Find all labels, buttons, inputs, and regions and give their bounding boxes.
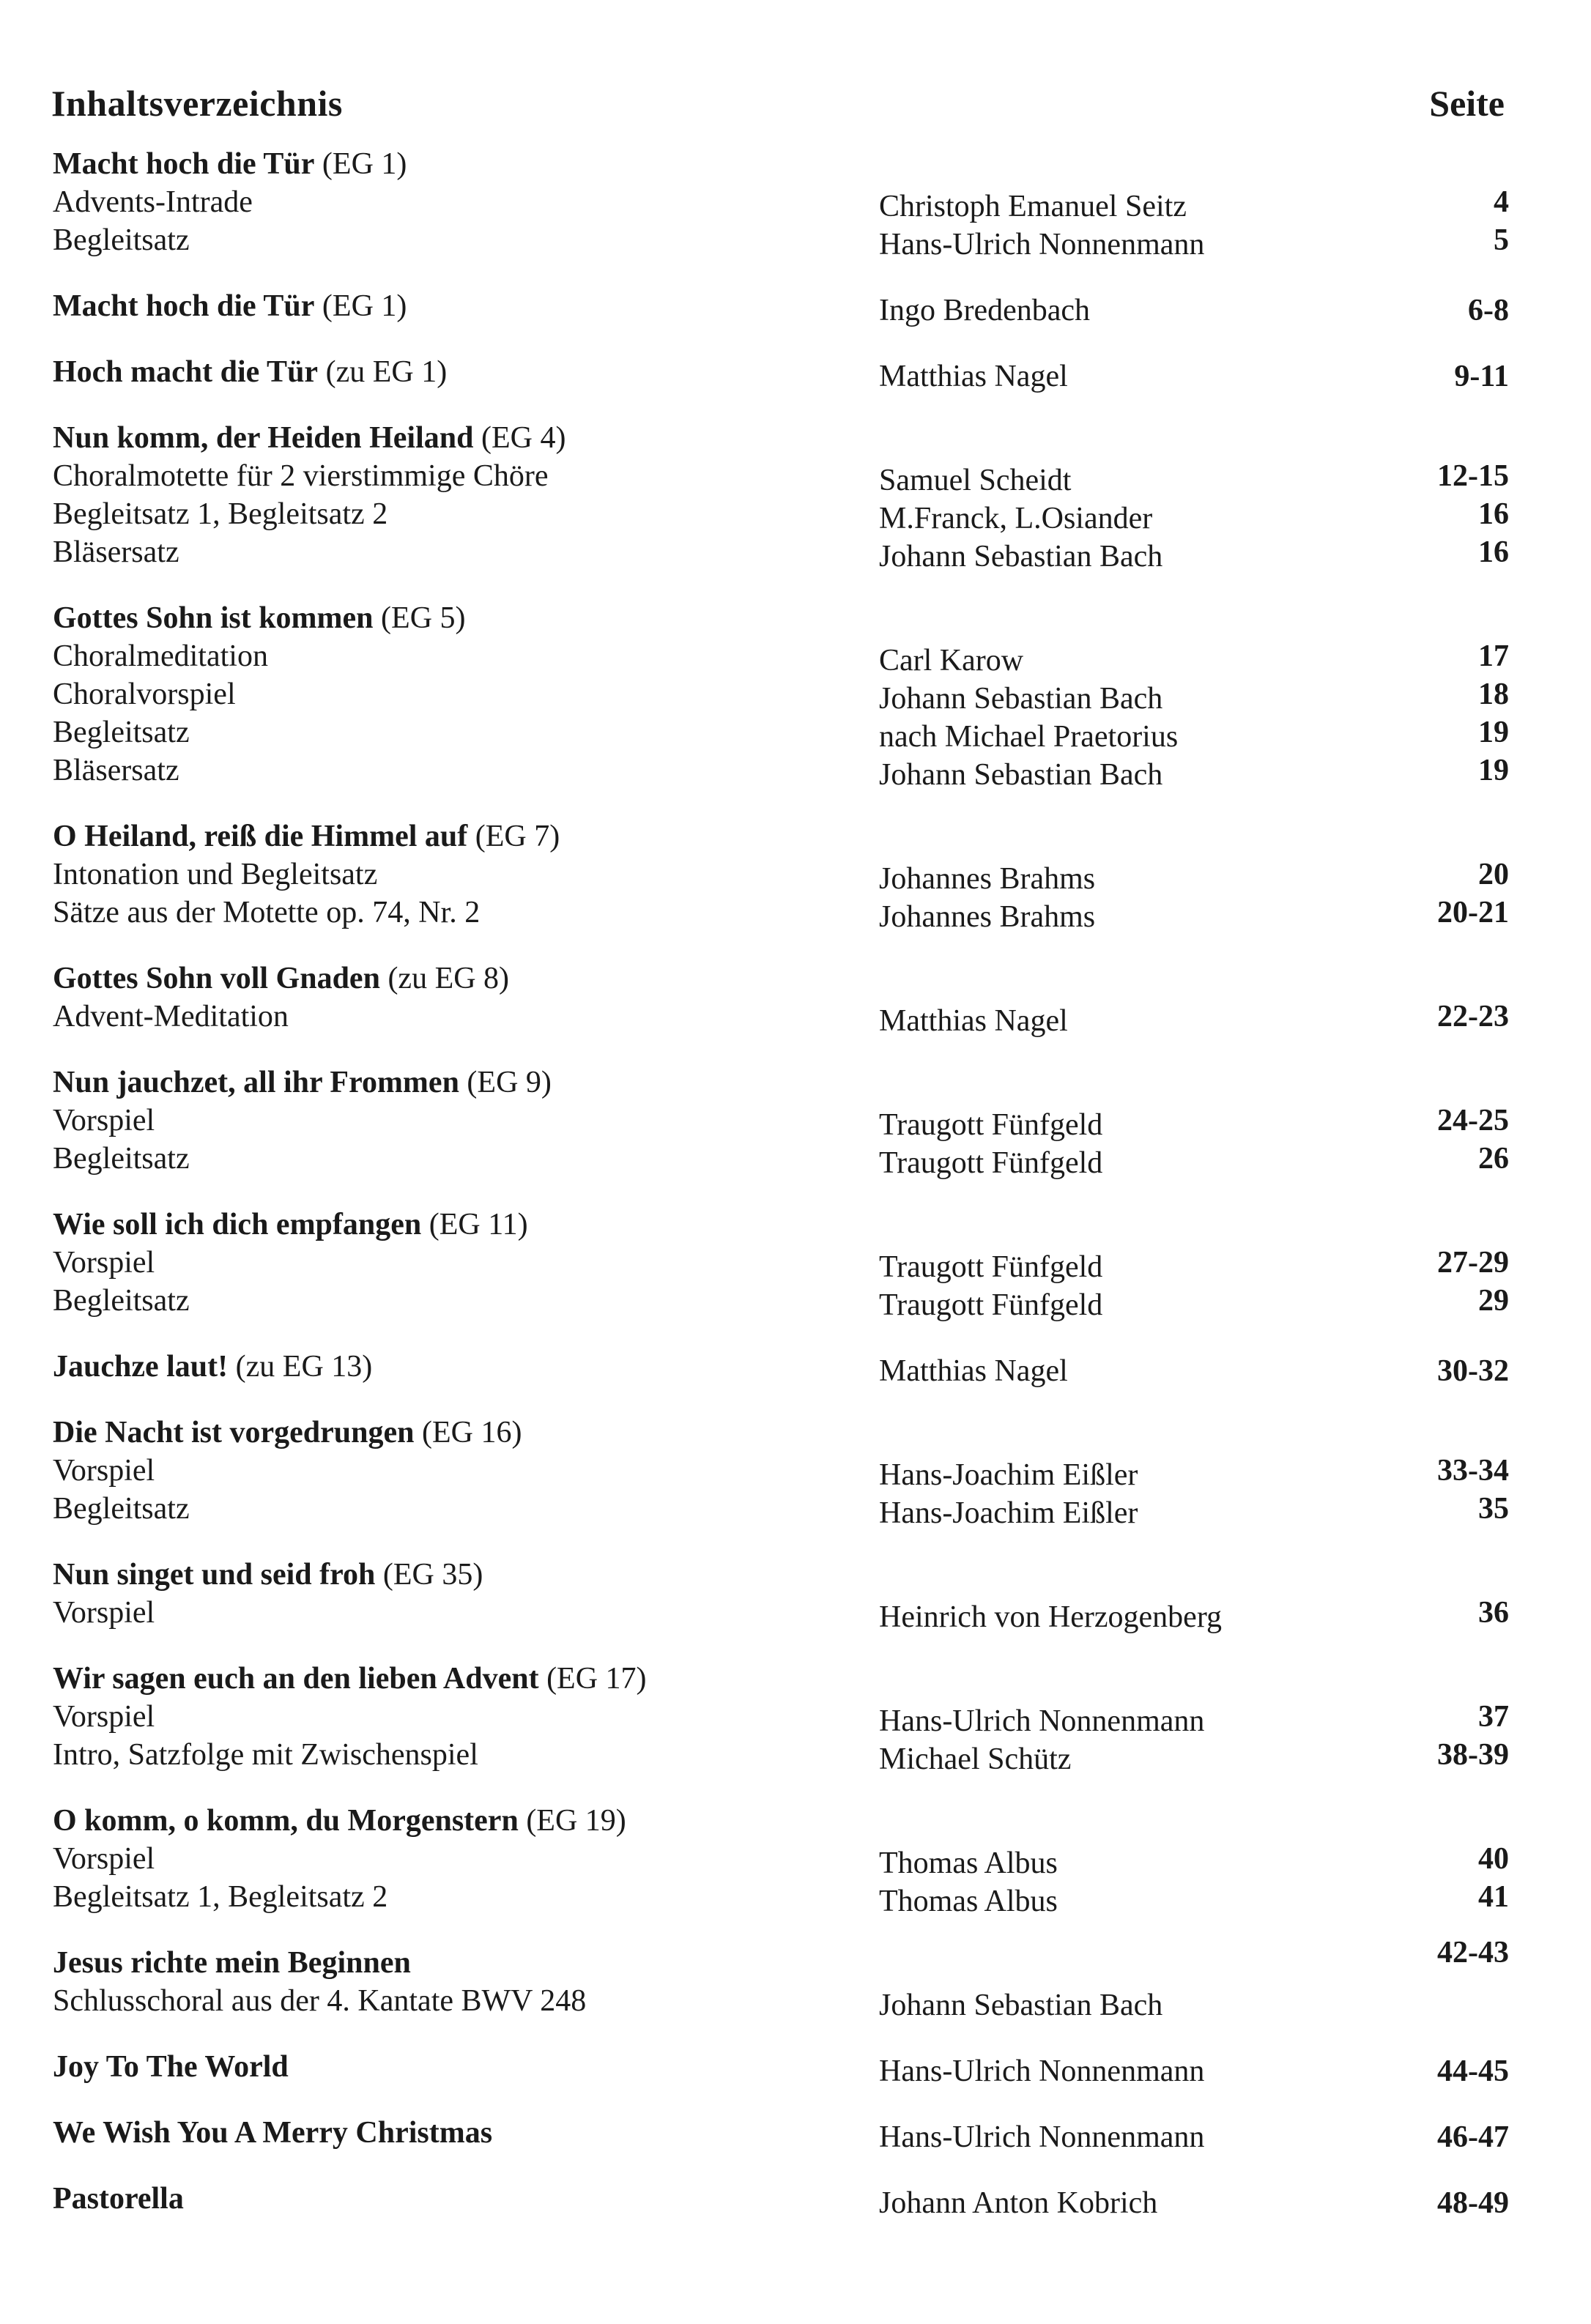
entry-item-label: Begleitsatz 1, Begleitsatz 2 — [53, 497, 388, 531]
entry-item-page-number: 5 — [1494, 223, 1509, 257]
entry-item-composer: Johann Sebastian Bach — [879, 682, 1163, 716]
entry-item-page-number: 27-29 — [1437, 1246, 1509, 1280]
entry-item-label: Intonation und Begleitsatz — [53, 858, 378, 891]
entry-ref: (EG 35) — [375, 1558, 483, 1592]
entry-item-page-number: 17 — [1478, 639, 1509, 673]
entry-item-label: Begleitsatz 1, Begleitsatz 2 — [53, 1880, 388, 1914]
entry-ref: (EG 1) — [314, 289, 407, 323]
entry-item-label: Intro, Satzfolge mit Zwischenspiel — [53, 1738, 478, 1772]
entry-item-page-number: 37 — [1478, 1700, 1509, 1734]
entry-item-page-number: 12-15 — [1437, 459, 1509, 493]
entry-title-line — [53, 599, 466, 637]
entry-item-label: Begleitsatz — [53, 1142, 190, 1176]
entry-ref: (EG 9) — [459, 1066, 552, 1099]
entry-item-composer: Thomas Albus — [879, 1846, 1058, 1880]
entry-title-line — [53, 419, 565, 457]
entry-ref: (EG 1) — [314, 147, 407, 181]
entry-item-label: Sätze aus der Motette op. 74, Nr. 2 — [53, 896, 481, 929]
entry-item-page-number: 4 — [1494, 185, 1509, 219]
entry-item-page-number: 38-39 — [1437, 1738, 1509, 1772]
entry-item-page-number: 18 — [1478, 677, 1509, 711]
entry-item-label: Vorspiel — [53, 1246, 155, 1280]
entry-composer: Matthias Nagel — [879, 1354, 1068, 1388]
entry-item-composer: Carl Karow — [879, 644, 1024, 677]
page-column-heading: Seite — [1429, 83, 1505, 124]
entry-page-number: 6-8 — [1468, 294, 1509, 327]
entry-item-composer: Hans-Ulrich Nonnenmann — [879, 1704, 1205, 1738]
entry-item-label: Advents-Intrade — [53, 185, 253, 219]
entry-title: Hoch macht die Tür — [53, 355, 319, 389]
entry-item-label: Begleitsatz — [53, 716, 190, 749]
entry-title-line — [53, 1206, 528, 1244]
entry-item-label: Bläsersatz — [53, 754, 179, 787]
entry-title: O Heiland, reiß die Himmel auf — [53, 820, 468, 853]
entry-item-page-number: 26 — [1478, 1142, 1509, 1176]
entry-item-label: Vorspiel — [53, 1596, 155, 1630]
entry-composer: Johann Anton Kobrich — [879, 2186, 1158, 2220]
entry-title: Nun singet und seid froh — [53, 1558, 376, 1592]
entry-item-composer: Johannes Brahms — [879, 900, 1096, 934]
entry-title: Jauchze laut! — [53, 1350, 229, 1384]
entry-title-line — [53, 353, 447, 391]
entry-page-number: 30-32 — [1437, 1354, 1509, 1388]
entry-item-label: Choralvorspiel — [53, 677, 236, 711]
entry-composer: Ingo Bredenbach — [879, 294, 1091, 327]
entry-title: Gottes Sohn ist kommen — [53, 601, 374, 635]
entry-item-composer: Matthias Nagel — [879, 1004, 1068, 1038]
entry-item-page-number: 33-34 — [1437, 1454, 1509, 1488]
entry-title: Gottes Sohn voll Gnaden — [53, 962, 380, 995]
entry-item-composer: Johannes Brahms — [879, 862, 1096, 896]
entry-title: Nun komm, der Heiden Heiland — [53, 421, 474, 455]
entry-item-composer: Traugott Fünfgeld — [879, 1250, 1103, 1284]
entry-ref: (EG 17) — [538, 1662, 647, 1696]
entry-title-line — [53, 959, 509, 998]
entry-item-page-number: 35 — [1478, 1492, 1509, 1526]
entry-title-line — [53, 1414, 522, 1452]
entry-page-number: 44-45 — [1437, 2054, 1509, 2088]
entry-title: Macht hoch die Tür — [53, 147, 315, 181]
entry-ref: (EG 11) — [421, 1208, 528, 1241]
entry-item-composer: Heinrich von Herzogenberg — [879, 1600, 1223, 1634]
entry-title-line — [53, 145, 407, 183]
entry-item-composer: Johann Sebastian Bach — [879, 1989, 1163, 2022]
entry-item-composer: Michael Schütz — [879, 1742, 1072, 1776]
entry-title: Nun jauchzet, all ihr Frommen — [53, 1066, 459, 1099]
entry-ref: (EG 5) — [373, 601, 466, 635]
entry-item-composer: Traugott Fünfgeld — [879, 1288, 1103, 1322]
entry-item-page-number: 22-23 — [1437, 1000, 1509, 1033]
entry-item-composer: Christoph Emanuel Seitz — [879, 190, 1187, 223]
entry-item-label: Vorspiel — [53, 1700, 155, 1734]
entry-item-page-number: 41 — [1478, 1880, 1509, 1914]
entry-item-composer: M.Franck, L.Osiander — [879, 502, 1153, 535]
toc-heading: Inhaltsverzeichnis — [51, 83, 343, 124]
entry-item-label: Vorspiel — [53, 1842, 155, 1876]
entry-item-page-number: 36 — [1478, 1596, 1509, 1630]
entry-title: Macht hoch die Tür — [53, 289, 315, 323]
entry-title: We Wish You A Merry Christmas — [53, 2116, 493, 2150]
entry-item-label: Choralmotette für 2 vierstimmige Chöre — [53, 459, 549, 493]
entry-page-number: 9-11 — [1454, 360, 1509, 393]
entry-item-label: Choralmeditation — [53, 639, 268, 673]
entry-item-composer: Hans-Joachim Eißler — [879, 1496, 1138, 1530]
entry-item-composer: nach Michael Praetorius — [879, 720, 1179, 754]
entry-title-line — [53, 817, 560, 855]
entry-item-composer: Hans-Joachim Eißler — [879, 1458, 1138, 1492]
entry-title-line — [53, 2180, 184, 2218]
entry-item-composer: Johann Sebastian Bach — [879, 540, 1163, 573]
entry-title: Die Nacht ist vorgedrungen — [53, 1416, 415, 1449]
entry-title-line — [53, 287, 407, 325]
entry-item-label: Vorspiel — [53, 1454, 155, 1488]
entry-ref: (zu EG 13) — [228, 1350, 373, 1384]
entry-title-line — [53, 2114, 492, 2152]
entry-title-line — [53, 1063, 552, 1102]
entry-title-line — [53, 1944, 411, 1982]
entry-composer: Hans-Ulrich Nonnenmann — [879, 2120, 1205, 2154]
entry-page-number: 42-43 — [1437, 1936, 1509, 1970]
entry-title: Joy To The World — [53, 2050, 289, 2084]
entry-item-page-number: 29 — [1478, 1284, 1509, 1318]
entry-title-line — [53, 1660, 647, 1698]
entry-title-line — [53, 1556, 483, 1594]
entry-item-composer: Traugott Fünfgeld — [879, 1146, 1103, 1180]
entry-item-label: Vorspiel — [53, 1104, 155, 1137]
entry-item-page-number: 40 — [1478, 1842, 1509, 1876]
entry-page-number: 46-47 — [1437, 2120, 1509, 2154]
entry-ref: (zu EG 8) — [379, 962, 510, 995]
entry-item-label: Schlusschoral aus der 4. Kantate BWV 248 — [53, 1984, 587, 2018]
entry-title-line — [53, 1802, 626, 1840]
entry-item-page-number: 16 — [1478, 497, 1509, 531]
entry-item-composer: Johann Sebastian Bach — [879, 758, 1163, 792]
entry-item-composer: Hans-Ulrich Nonnenmann — [879, 228, 1205, 261]
entry-item-page-number: 19 — [1478, 716, 1509, 749]
entry-item-label: Begleitsatz — [53, 1492, 190, 1526]
entry-title: Wir sagen euch an den lieben Advent — [53, 1662, 539, 1696]
entry-item-label: Begleitsatz — [53, 223, 190, 257]
entry-item-page-number: 20-21 — [1437, 896, 1509, 929]
entry-composer: Hans-Ulrich Nonnenmann — [879, 2054, 1205, 2088]
entry-ref: (EG 16) — [414, 1416, 522, 1449]
entry-item-composer: Samuel Scheidt — [879, 464, 1072, 497]
entry-page-number: 48-49 — [1437, 2186, 1509, 2220]
entry-title: Wie soll ich dich empfangen — [53, 1208, 422, 1241]
entry-item-label: Begleitsatz — [53, 1284, 190, 1318]
entry-ref: (zu EG 1) — [318, 355, 448, 389]
entry-ref: (EG 19) — [518, 1804, 626, 1838]
entry-item-label: Bläsersatz — [53, 535, 179, 569]
entry-item-composer: Thomas Albus — [879, 1885, 1058, 1918]
entry-item-label: Advent-Meditation — [53, 1000, 289, 1033]
entry-title: Jesus richte mein Beginnen — [53, 1946, 411, 1980]
entry-title-line — [53, 1348, 372, 1386]
entry-item-page-number: 24-25 — [1437, 1104, 1509, 1137]
entry-title: O komm, o komm, du Morgenstern — [53, 1804, 519, 1838]
entry-item-composer: Traugott Fünfgeld — [879, 1108, 1103, 1142]
entry-title-line — [53, 2048, 289, 2086]
entry-ref: (EG 7) — [467, 820, 560, 853]
entry-item-page-number: 20 — [1478, 858, 1509, 891]
entry-ref: (EG 4) — [473, 421, 566, 455]
entry-item-page-number: 19 — [1478, 754, 1509, 787]
entry-item-page-number: 16 — [1478, 535, 1509, 569]
entry-title: Pastorella — [53, 2182, 184, 2216]
entry-composer: Matthias Nagel — [879, 360, 1068, 393]
